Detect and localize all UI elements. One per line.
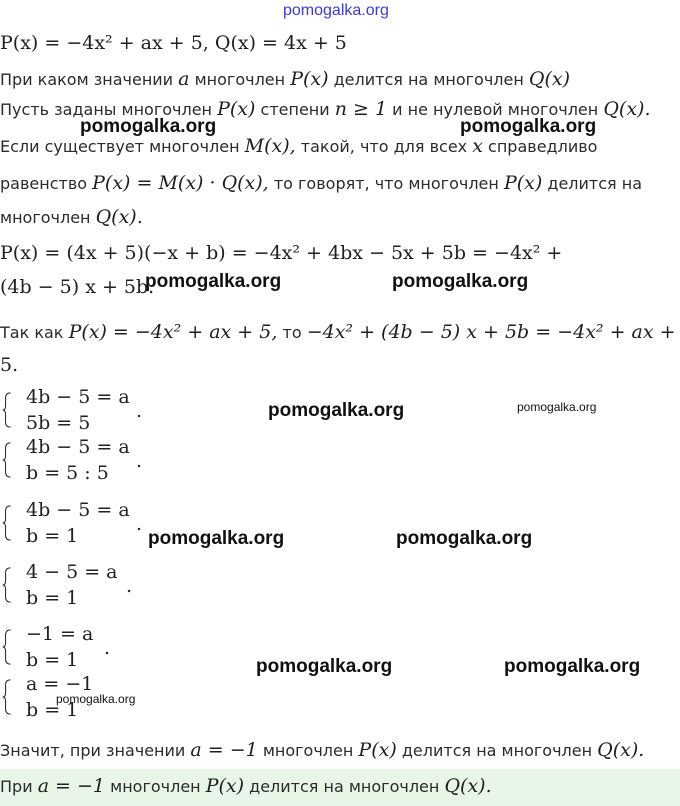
watermark: pomogalka.org bbox=[145, 271, 282, 292]
theory-line-2 bbox=[0, 135, 597, 157]
watermark: pomogalka.org bbox=[460, 116, 597, 137]
watermark: pomogalka.org bbox=[392, 271, 529, 292]
since-line bbox=[0, 321, 676, 343]
system-row: b = 5 : 5 bbox=[26, 462, 109, 484]
system-row: 4b − 5 = a bbox=[26, 436, 130, 458]
system-dot: . bbox=[104, 637, 111, 659]
conclusion-text: многочлен bbox=[262, 741, 354, 760]
brace-icon bbox=[2, 434, 12, 486]
system-dot: . bbox=[126, 575, 133, 597]
theory-text: степени bbox=[260, 100, 330, 119]
answer-math: a = −1 bbox=[37, 775, 106, 797]
conclusion-math: P(x) bbox=[358, 739, 397, 761]
watermark: pomogalka.org bbox=[283, 2, 389, 19]
system-dot: . bbox=[136, 513, 143, 535]
theory-text: равенство bbox=[0, 174, 88, 193]
system-dot: . bbox=[136, 450, 143, 472]
watermark: pomogalka.org bbox=[56, 692, 136, 706]
conclusion-text: Значит, при значении bbox=[0, 741, 186, 760]
brace-icon bbox=[2, 384, 12, 436]
answer-text: многочлен bbox=[110, 777, 201, 796]
expansion-line-2: (4b − 5) x + 5b. bbox=[0, 276, 155, 298]
theory-text: многочлен bbox=[0, 208, 91, 227]
theory-text: и не нулевой многочлен bbox=[392, 100, 599, 119]
theory-math: P(x) bbox=[503, 172, 543, 194]
since-text: то bbox=[282, 323, 302, 342]
system-row: a = −1 bbox=[26, 673, 94, 695]
since-math: −4x² + (4b − 5) x + 5b = −4x² + ax + bbox=[306, 321, 676, 343]
watermark: pomogalka.org bbox=[517, 400, 597, 414]
question-text: многочлен bbox=[194, 70, 286, 89]
system-row: −1 = a bbox=[26, 623, 94, 645]
question-qx: Q(x) bbox=[528, 68, 571, 90]
theory-text: делится на bbox=[547, 174, 642, 193]
answer-box bbox=[0, 769, 680, 806]
theory-line-3 bbox=[0, 172, 642, 194]
question-text: При каком значении bbox=[0, 70, 174, 89]
expansion-line-1: P(x) = (4x + 5)(−x + b) = −4x² + 4bx − 5x + 5b = −4x² + bbox=[0, 242, 563, 264]
brace-icon bbox=[2, 559, 12, 611]
question bbox=[0, 68, 570, 90]
watermark: pomogalka.org bbox=[256, 656, 393, 677]
question-px: P(x) bbox=[290, 68, 329, 90]
theory-line-4 bbox=[0, 206, 143, 228]
system-row: b = 1 bbox=[26, 587, 79, 609]
watermark: pomogalka.org bbox=[80, 116, 217, 137]
theory-math: n ≥ 1 bbox=[334, 98, 388, 120]
system-row: b = 1 bbox=[26, 649, 79, 671]
theory-math: Q(x). bbox=[95, 206, 143, 228]
conclusion-line bbox=[0, 739, 644, 761]
theory-line-1 bbox=[0, 98, 651, 120]
conclusion-text: делится на многочлен bbox=[401, 741, 593, 760]
theory-text: Если существует многочлен bbox=[0, 137, 240, 156]
conclusion-math: Q(x). bbox=[597, 739, 645, 761]
watermark: pomogalka.org bbox=[396, 528, 533, 549]
theory-text: то говорят, что многочлен bbox=[273, 174, 499, 193]
watermark: pomogalka.org bbox=[504, 656, 641, 677]
given-equation: P(x) = −4x² + ax + 5, Q(x) = 4x + 5 bbox=[0, 32, 347, 54]
question-var: a bbox=[178, 68, 190, 90]
system-row: 5b = 5 bbox=[26, 412, 91, 434]
brace-icon bbox=[2, 671, 12, 723]
theory-math: M(x), bbox=[244, 135, 296, 157]
system-row: 4 − 5 = a bbox=[26, 561, 118, 583]
answer-math: Q(x). bbox=[444, 775, 492, 797]
system-row: b = 1 bbox=[26, 699, 79, 721]
theory-math: P(x) = M(x) · Q(x), bbox=[92, 172, 269, 194]
answer-math: P(x) bbox=[205, 775, 245, 797]
theory-text: справедливо bbox=[488, 137, 598, 156]
since-line-2: 5. bbox=[0, 354, 19, 376]
since-text: Так как bbox=[0, 323, 64, 342]
system-row: 4b − 5 = a bbox=[26, 499, 130, 521]
since-math: P(x) = −4x² + ax + 5, bbox=[68, 321, 278, 343]
brace-icon bbox=[2, 621, 12, 673]
watermark: pomogalka.org bbox=[148, 528, 285, 549]
system-row: 4b − 5 = a bbox=[26, 386, 130, 408]
conclusion-math: a = −1 bbox=[190, 739, 258, 761]
theory-text: такой, что для всех bbox=[300, 137, 468, 156]
brace-icon bbox=[2, 497, 12, 549]
answer-text: При bbox=[0, 777, 33, 796]
question-text: делится на многочлен bbox=[333, 70, 524, 89]
system-row: b = 1 bbox=[26, 525, 79, 547]
theory-text: Пусть заданы многочлен bbox=[0, 100, 212, 119]
answer-text: делится на многочлен bbox=[249, 777, 440, 796]
theory-math: P(x) bbox=[217, 98, 256, 120]
answer-line bbox=[0, 775, 492, 797]
theory-math: Q(x). bbox=[603, 98, 651, 120]
theory-math: x bbox=[472, 135, 483, 157]
watermark: pomogalka.org bbox=[268, 400, 405, 421]
system-dot: . bbox=[136, 400, 143, 422]
